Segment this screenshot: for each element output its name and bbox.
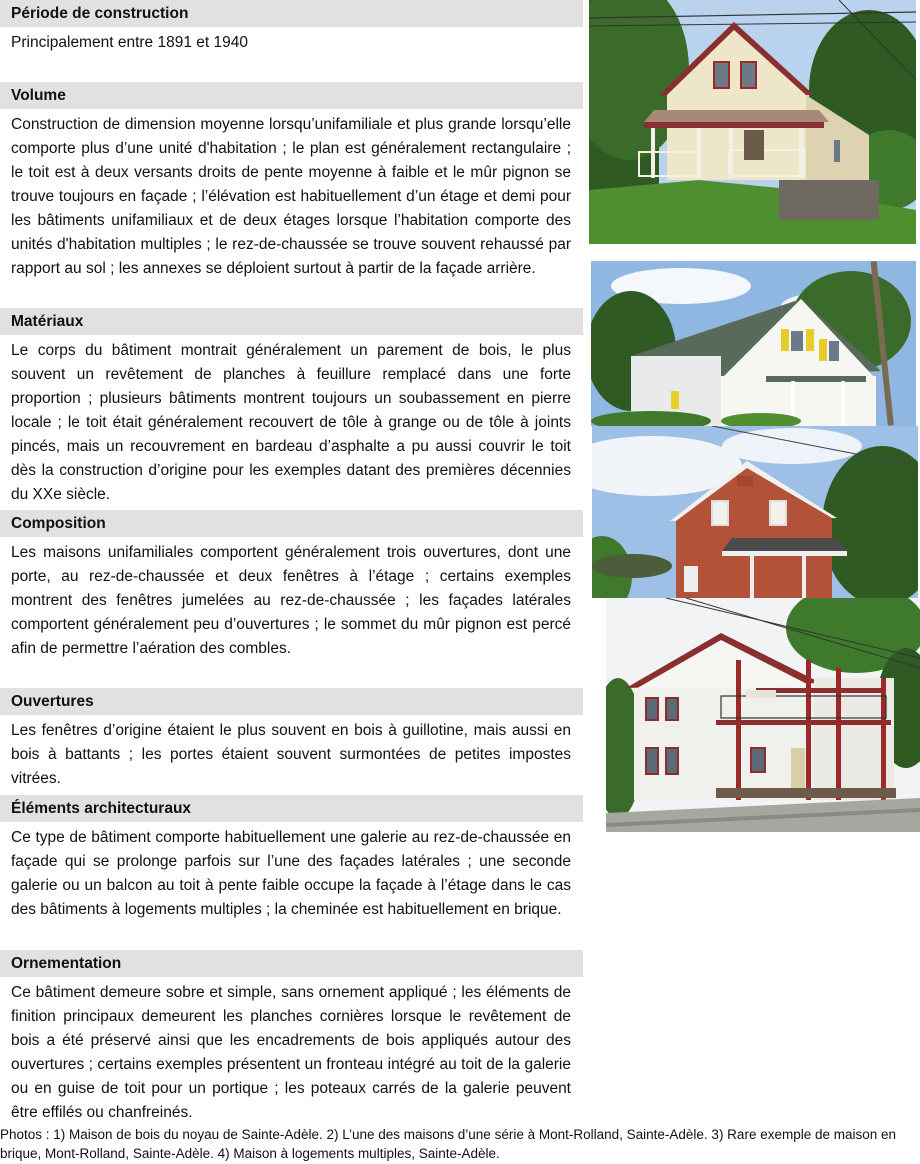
section-body: Ce type de bâtiment comporte habituellement une galerie au rez-de-chaussée en façade qui se prolonge parfois sur l’une des façades latérales ; une seconde galerie ou un balcon au toit à pente faible occupe la façade à l’étage dans le cas des bâtiments à logements multiples ; la cheminée est habituellement en brique. [11,829,571,918]
section-body: Les fenêtres d’origine étaient le plus souvent en bois à guillotine, mais aussi en bois à battants ; les portes étaient souvent surmontées de petites impostes vitrées. [11,722,571,787]
section-heading: Volume [0,82,583,109]
section-ouvertures [0,688,583,791]
section-composition [0,510,583,661]
section-heading: Matériaux [0,308,583,335]
section-body: Ce bâtiment demeure sobre et simple, sans ornement appliqué ; les éléments de finition principaux demeurent les planches cornières lorsque le revêtement de bois a été préservé ainsi que les encadrements de bois appliqués autour des ouvertures ; certains exemples présentent un fronteau intégré au toit de la galerie ou en guise de toit pour un portique ; les poteaux carrés de la galerie peuvent être effilés ou chanfreinés. [11,984,571,1121]
section-materiaux [0,308,583,507]
photo-caption: Photos : 1) Maison de bois du noyau de Sainte-Adèle. 2) L’une des maisons d’une série à Mont-Rolland, Sainte-Adèle. 3) Rare exemple de maison en brique, Mont-Rolland, Sainte-Adèle. 4) Maison à logements multiples, Sainte-Adèle. [0,1127,897,1161]
section-heading: Éléments architecturaux [0,795,583,822]
section-periode [0,0,583,55]
section-heading: Ornementation [0,950,583,977]
section-body: Le corps du bâtiment montrait généralement un parement de bois, le plus souvent un revêtement de planches à feuillure remplacé dans une forte proportion ; plusieurs bâtiments montrent toujours un soubassement en pierre locale ; le toit était généralement recouvert de tôle à grange ou de tôle à joints pincés, mais un recouvrement en bardeau d’asphalte a pu aussi couvrir le toit dès la construction d’origine pour les exemples datant des premières décennies du XXe siècle. [11,342,571,503]
section-volume [0,82,583,281]
photo-brick-house [592,426,918,598]
section-elements-architecturaux [0,795,583,922]
section-heading: Ouvertures [0,688,583,715]
section-body: Principalement entre 1891 et 1940 [11,34,248,51]
section-ornementation [0,950,583,1125]
section-heading: Période de construction [0,0,583,27]
section-heading: Composition [0,510,583,537]
photo-multi-unit-house [606,598,920,832]
section-body: Construction de dimension moyenne lorsqu’unifamiliale et plus grande lorsqu’elle comporte plus d’une unité d'habitation ; le plan est généralement rectangulaire ; le toit est à deux versants droits de pente moyenne à faible et le mûr pignon se trouve toujours en façade ; l’élévation est habituellement d’un étage et demi pour les bâtiments unifamiliaux et de deux étages lorsque l’habitation comporte des unités d'habitation multiples ; le rez-de-chaussée se trouve souvent rehaussé par rapport au sol ; les annexes se déploient surtout à partir de la façade arrière. [11,116,571,277]
section-body: Les maisons unifamiliales comportent généralement trois ouvertures, dont une porte, au rez-de-chaussée et deux fenêtres à l’étage ; certains exemples montrent des fenêtres jumelées au rez-de-chaussée ; les façades latérales comportent généralement peu d’ouvertures ; le sommet du mûr pignon est percé afin de permettre l’aération des combles. [11,544,571,657]
photo-house-series [591,261,916,426]
photo-wood-house [589,0,916,244]
